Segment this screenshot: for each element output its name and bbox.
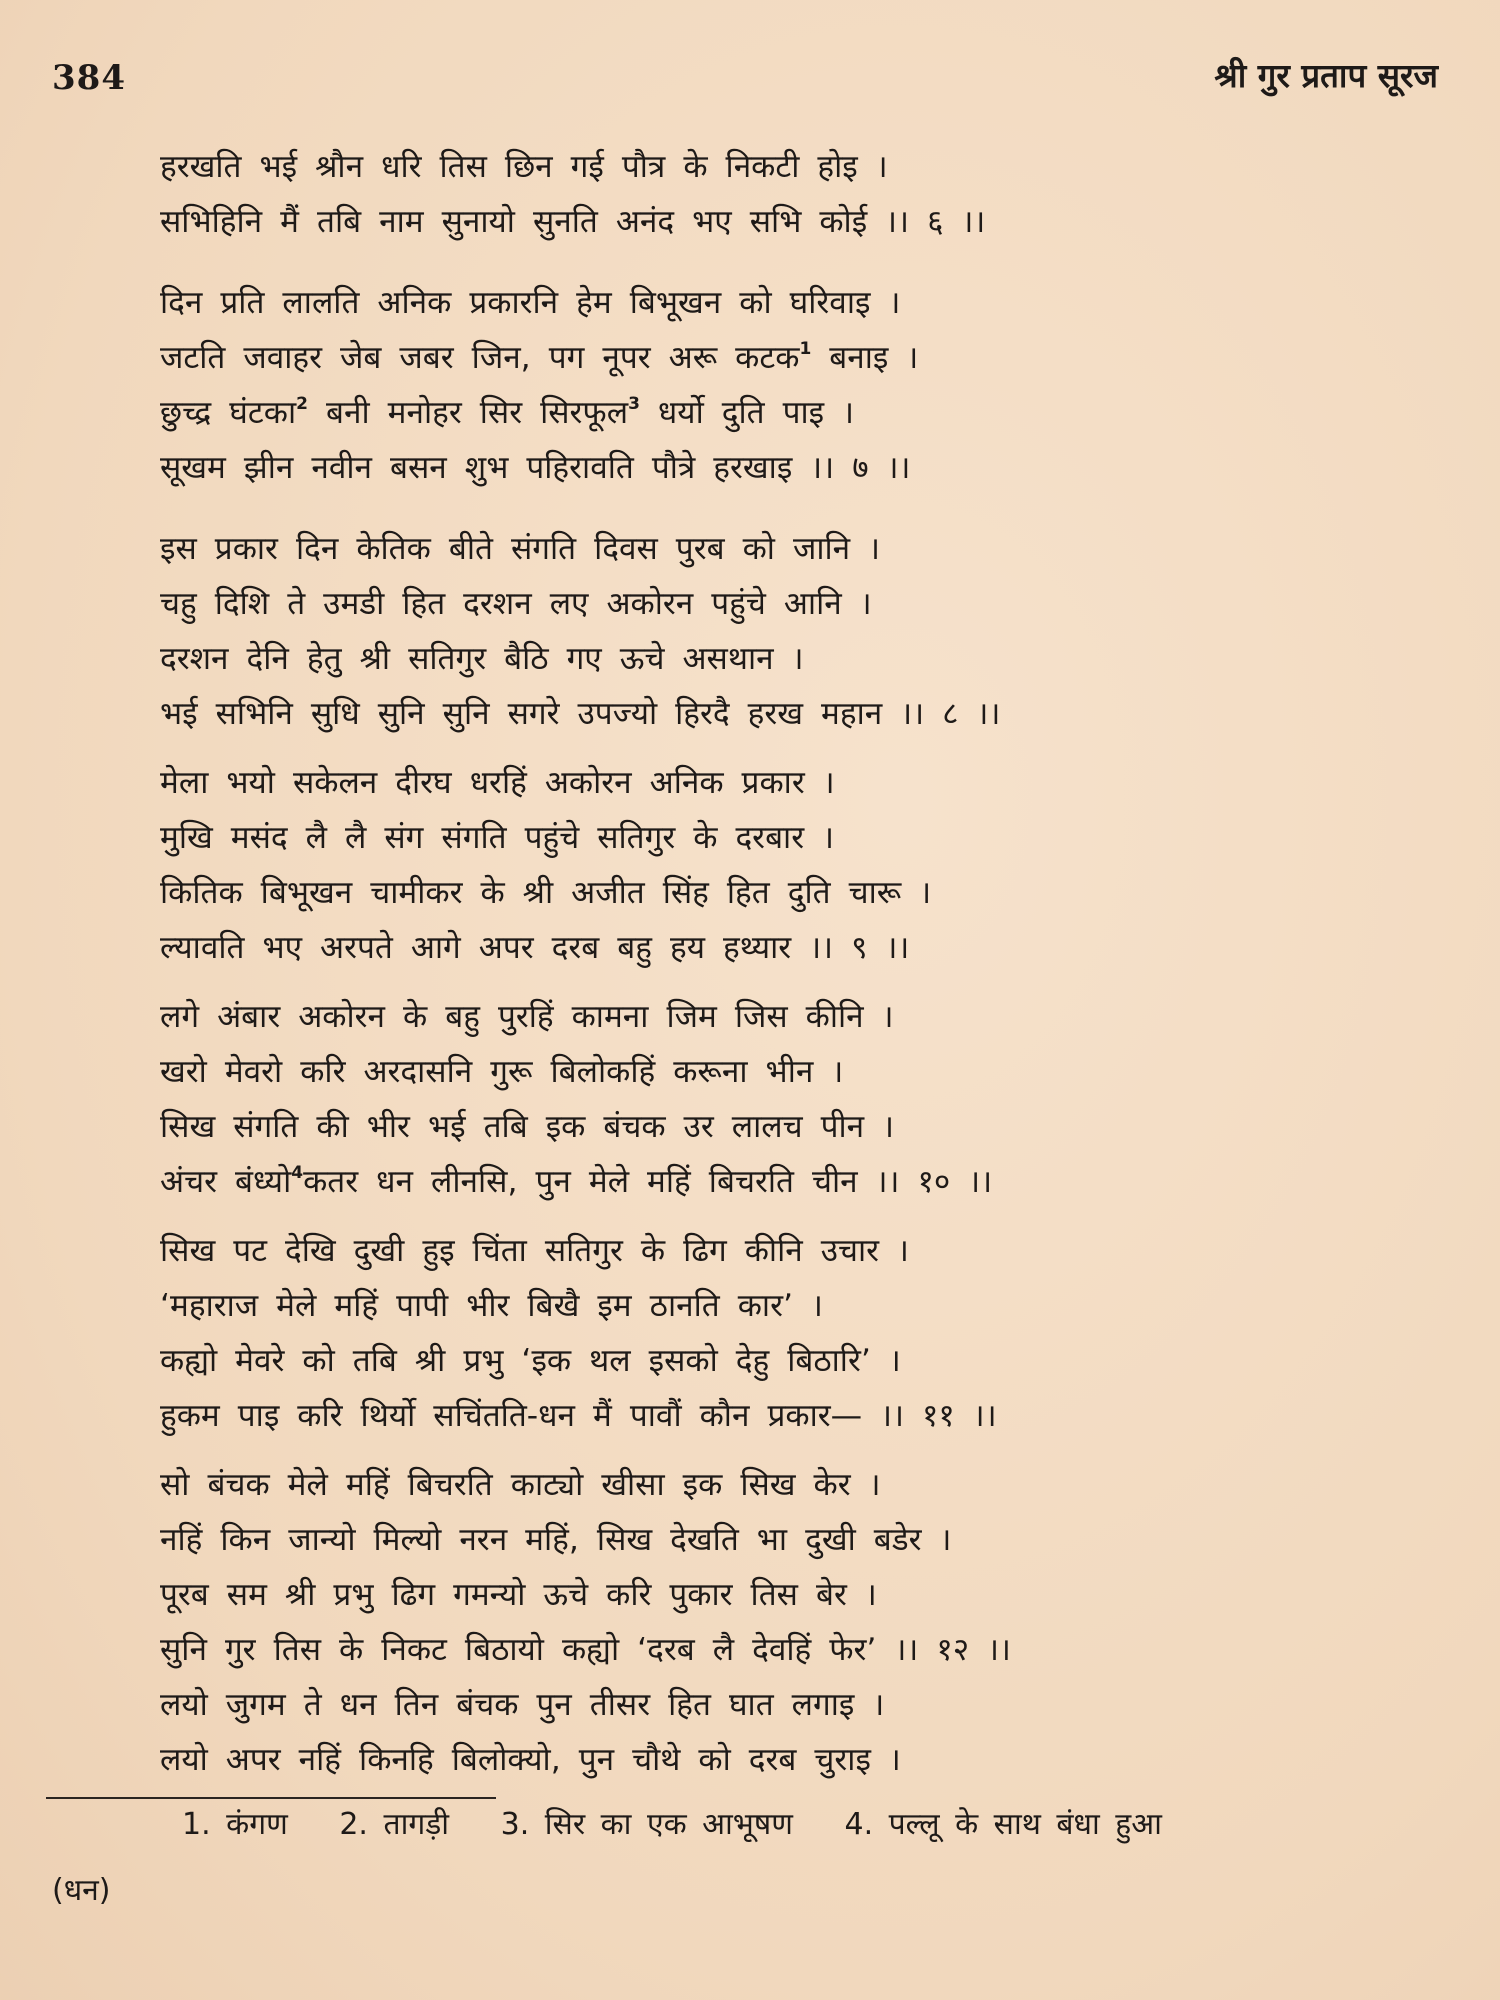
verse-line: सिख संगति की भीर भई तबि इक बंचक उर लालच पीन । — [160, 1109, 895, 1145]
verse-line — [160, 331, 1380, 386]
stanza-12 — [160, 1458, 1380, 1788]
verse-line: मेला भयो सकेलन दीरघ धरहिं अकोरन अनिक प्रकार । — [160, 765, 835, 801]
verse-line: भई सभिनि सुधि सुनि सुनि सगरे उपज्यो हिरदै हरख महान ।। ८ ।। — [160, 696, 1001, 732]
verse-line: हुकम पाइ करि थिर्यो सचिंतति-धन मैं पावौं कौन प्रकार— ।। ११ ।। — [160, 1398, 997, 1434]
verse-line: सभिहिनि मैं तबि नाम सुनायो सुनति अनंद भए सभि कोई ।। ६ ।। — [160, 204, 986, 240]
verse-line: नहिं किन जान्यो मिल्यो नरन महिं, सिख देखति भा दुखी बडेर । — [160, 1522, 952, 1558]
verse-text: अंचर बंध्यो — [160, 1164, 292, 1200]
running-head: श्री गुर प्रताप सूरज — [1214, 56, 1438, 95]
footnote-3: 3. सिर का एक आभूषण — [500, 1807, 793, 1842]
verse-line: लयो अपर नहिं किनहि बिलोक्यो, पुन चौथे को दरब चुराइ । — [160, 1742, 901, 1778]
footnote-continuation: (धन) — [52, 1873, 111, 1908]
footnote-marker: 1 — [799, 339, 812, 359]
verse-line: सो बंचक मेले महिं बिचरति काट्यो खीसा इक सिख केर । — [160, 1467, 881, 1503]
verse-line: सूखम झीन नवीन बसन शुभ पहिरावति पौत्रे हरखाइ ।। ७ ।। — [160, 450, 911, 486]
footnote-2: 2. तागड़ी — [339, 1807, 450, 1842]
footnote-1: 1. कंगण — [182, 1807, 288, 1842]
verse-line: लयो जुगम ते धन तिन बंचक पुन तीसर हित घात लगाइ । — [160, 1687, 885, 1723]
verse-line: ‘महाराज मेले महिं पापी भीर बिखै इम ठानति कार’ । — [160, 1288, 823, 1324]
stanza-8 — [160, 522, 1380, 742]
verse-line: चहु दिशि ते उमडी हित दरशन लए अकोरन पहुंचे आनि । — [160, 586, 872, 622]
stanza-10 — [160, 990, 1380, 1210]
verse-line: पूरब सम श्री प्रभु ढिग गमन्यो ऊचे करि पुकार तिस बेर । — [160, 1577, 877, 1613]
verse-line — [160, 1155, 1380, 1210]
verse-text: बनी मनोहर सिर सिरफूल — [307, 395, 629, 431]
stanza-9 — [160, 756, 1380, 976]
verse-text: जटति जवाहर जेब जबर जिन, पग नूपर अरू कटक — [160, 340, 800, 376]
page-number: 384 — [52, 58, 126, 98]
verse-line: सिख पट देखि दुखी हुइ चिंता सतिगुर के ढिग कीनि उचार । — [160, 1233, 909, 1269]
verse-line: ल्यावति भए अरपते आगे अपर दरब बहु हय हथ्यार ।। ९ ।। — [160, 930, 910, 966]
verse-line: सुनि गुर तिस के निकट बिठायो कह्यो ‘दरब लै देवहिं फेर’ ।। १२ ।। — [160, 1632, 1011, 1668]
verse-line: लगे अंबार अकोरन के बहु पुरहिं कामना जिम जिस कीनि । — [160, 999, 894, 1035]
footnote-divider — [46, 1797, 496, 1799]
verse-line: हरखति भई श्रौन धरि तिस छिन गई पौत्र के निकटी होइ । — [160, 149, 888, 185]
verse-text: कतर धन लीनसि, पुन मेले महिं बिचरति चीन ।। १० ।। — [303, 1164, 993, 1200]
verse-line: कितिक बिभूखन चामीकर के श्री अजीत सिंह हित दुति चारू । — [160, 875, 932, 911]
footnotes — [182, 1802, 1198, 1848]
verse-line: दिन प्रति लालति अनिक प्रकारनि हेम बिभूखन को घरिवाइ । — [160, 285, 901, 321]
verse-line: इस प्रकार दिन केतिक बीते संगति दिवस पुरब को जानि । — [160, 531, 881, 567]
verse-line: खरो मेवरो करि अरदासनि गुरू बिलोकहिं करूना भीन । — [160, 1054, 844, 1090]
verse-line — [160, 386, 1380, 441]
verse-body — [160, 140, 1380, 1802]
footnote-marker: 2 — [296, 394, 308, 414]
verse-text: बनाइ । — [811, 340, 919, 376]
verse-line: दरशन देनि हेतु श्री सतिगुर बैठि गए ऊचे असथान । — [160, 641, 804, 677]
verse-line: कह्यो मेवरे को तबि श्री प्रभु ‘इक थल इसको देहु बिठारि’ । — [160, 1343, 901, 1379]
footnote-marker: 4 — [291, 1163, 304, 1183]
verse-line: मुखि मसंद लै लै संग संगति पहुंचे सतिगुर के दरबार । — [160, 820, 835, 856]
footnote-marker: 3 — [628, 394, 640, 414]
verse-text: धर्यो दुति पाइ । — [639, 395, 855, 431]
stanza-6 — [160, 140, 1380, 250]
stanza-11 — [160, 1224, 1380, 1444]
stanza-7 — [160, 276, 1380, 496]
verse-text: छुच्द्र घंटका — [160, 395, 297, 431]
footnote-4: 4. पल्लू के साथ बंधा हुआ — [844, 1807, 1162, 1842]
